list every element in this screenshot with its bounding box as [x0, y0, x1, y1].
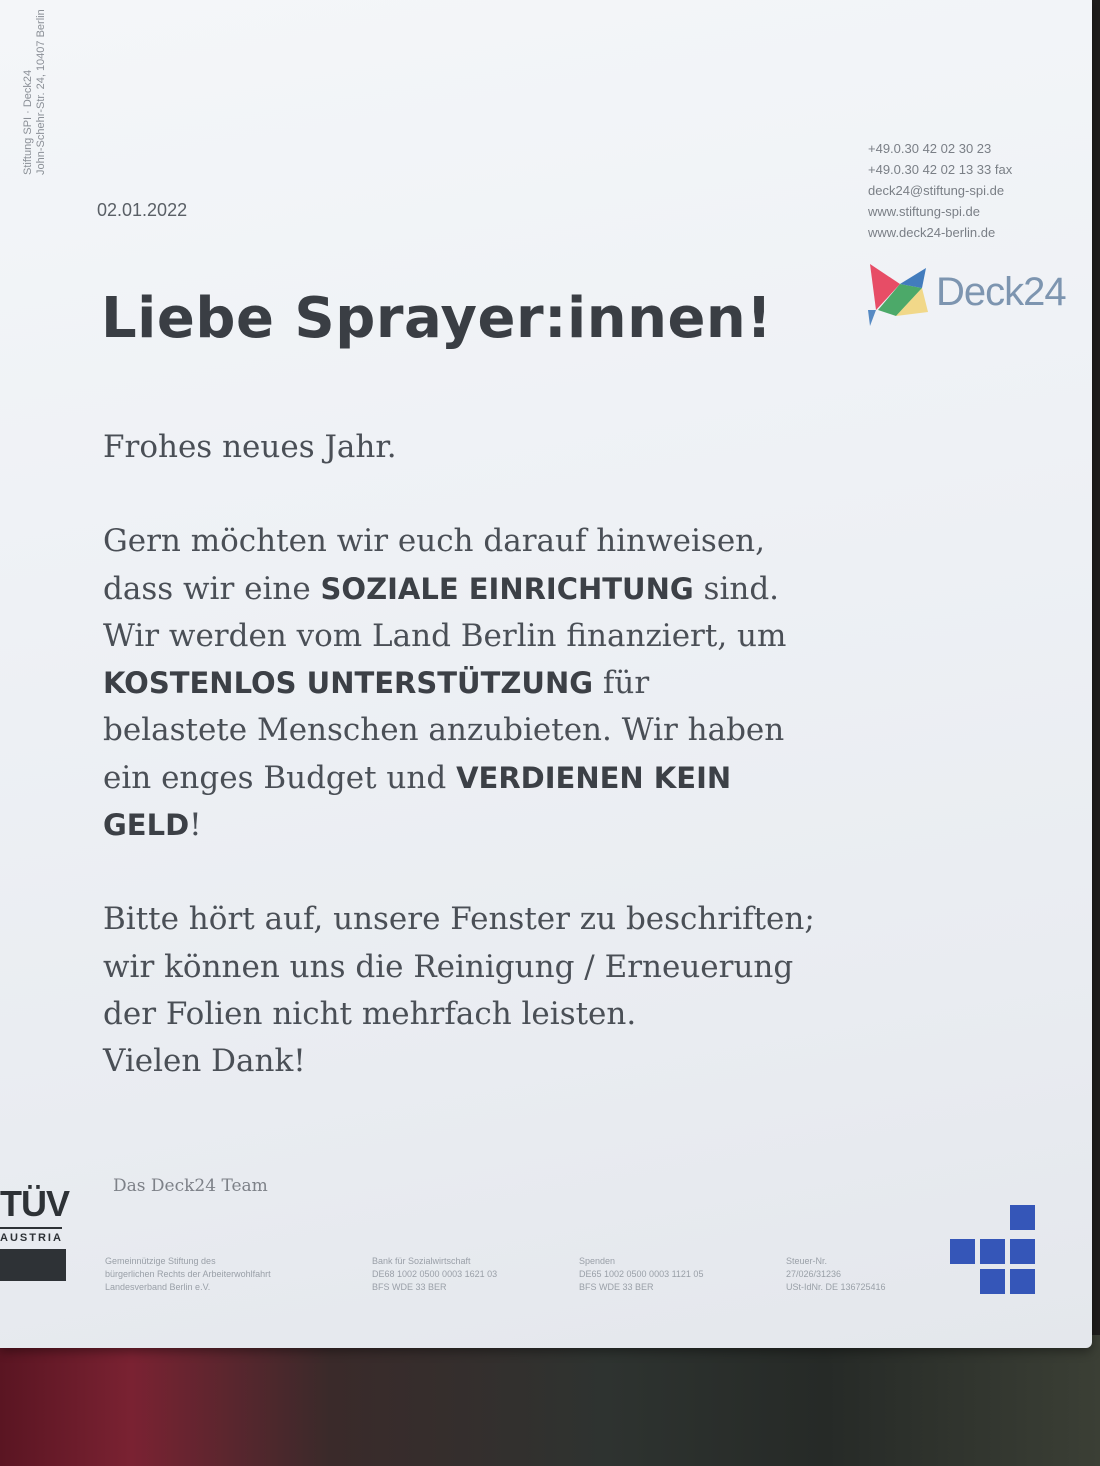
footer-donation-info: Spenden DE65 1002 0500 0003 1121 05 BFS WDE 33 BER — [579, 1256, 704, 1292]
closing-thanks: Vielen Dank! — [103, 1043, 306, 1080]
logo-wordmark: Deck24 — [936, 270, 1066, 314]
paragraph-1-line-5: belastete Menschen anzubieten. Wir haben — [103, 712, 785, 749]
contact-fax: +49.0.30 42 02 13 33 fax — [868, 162, 1013, 177]
contact-web-1: www.stiftung-spi.de — [868, 204, 980, 219]
deck24-logo-icon — [866, 260, 938, 330]
paragraph-1-line-3: Wir werden vom Land Berlin finanziert, um — [103, 617, 787, 654]
paragraph-1-line-6: ein enges Budget und VERDIENEN KEIN — [103, 759, 732, 796]
emphasis-social-institution: SOZIALE EINRICHTUNG — [320, 571, 694, 606]
tuv-mark: TÜV — [0, 1183, 69, 1224]
tuv-certification-logo — [0, 1183, 74, 1283]
letter-date: 02.01.2022 — [97, 200, 188, 220]
footer-tax-info: Steuer-Nr. 27/026/31236 USt-IdNr. DE 136725416 — [786, 1256, 886, 1292]
contact-email: deck24@stiftung-spi.de — [868, 183, 1005, 198]
spi-squares-logo-icon — [950, 1205, 1040, 1295]
paragraph-2-line-1: Bitte hört auf, unsere Fenster zu beschriften; — [103, 901, 815, 938]
paragraph-1-line-7: GELD! — [103, 807, 202, 844]
sender-line-2: John-Schehr-Str. 24, 10407 Berlin — [35, 9, 47, 175]
emphasis-no-money: VERDIENEN KEIN — [456, 760, 732, 795]
paragraph-2-line-2: wir können uns die Reinigung / Erneuerung — [103, 948, 794, 985]
contact-phone: +49.0.30 42 02 30 23 — [868, 141, 992, 156]
headline: Liebe Sprayer:innen! — [101, 286, 773, 351]
paragraph-1-line-2: dass wir eine SOZIALE EINRICHTUNG sind. — [103, 570, 780, 607]
footer-bank-info: Bank für Sozialwirtschaft DE68 1002 0500 0003 1621 03 BFS WDE 33 BER — [372, 1256, 498, 1292]
emphasis-free-support: KOSTENLOS UNTERSTÜTZUNG — [103, 666, 594, 701]
paragraph-2-line-3: der Folien nicht mehrfach leisten. — [103, 995, 637, 1032]
greeting: Frohes neues Jahr. — [103, 429, 397, 465]
contact-web-2: www.deck24-berlin.de — [868, 225, 996, 240]
signature: Das Deck24 Team — [113, 1176, 268, 1196]
deck24-logo — [866, 260, 1076, 330]
paragraph-1-line-1: Gern möchten wir euch darauf hinweisen, — [103, 523, 766, 560]
sender-address-vertical — [22, 9, 48, 175]
sender-line-1: Stiftung SPI · Deck24 — [22, 69, 34, 175]
emphasis-money: GELD — [103, 808, 190, 843]
tuv-subtitle: AUSTRIA — [0, 1232, 63, 1244]
letter-body — [103, 424, 923, 1086]
paragraph-1-line-4: KOSTENLOS UNTERSTÜTZUNG für — [103, 665, 650, 702]
contact-block — [868, 138, 1012, 243]
footer-foundation-info: Gemeinnützige Stiftung des bürgerlichen Rechts der Arbeiterwohlfahrt Landesverband Berlin e.V. — [105, 1256, 271, 1292]
photo-background — [0, 1335, 1100, 1466]
